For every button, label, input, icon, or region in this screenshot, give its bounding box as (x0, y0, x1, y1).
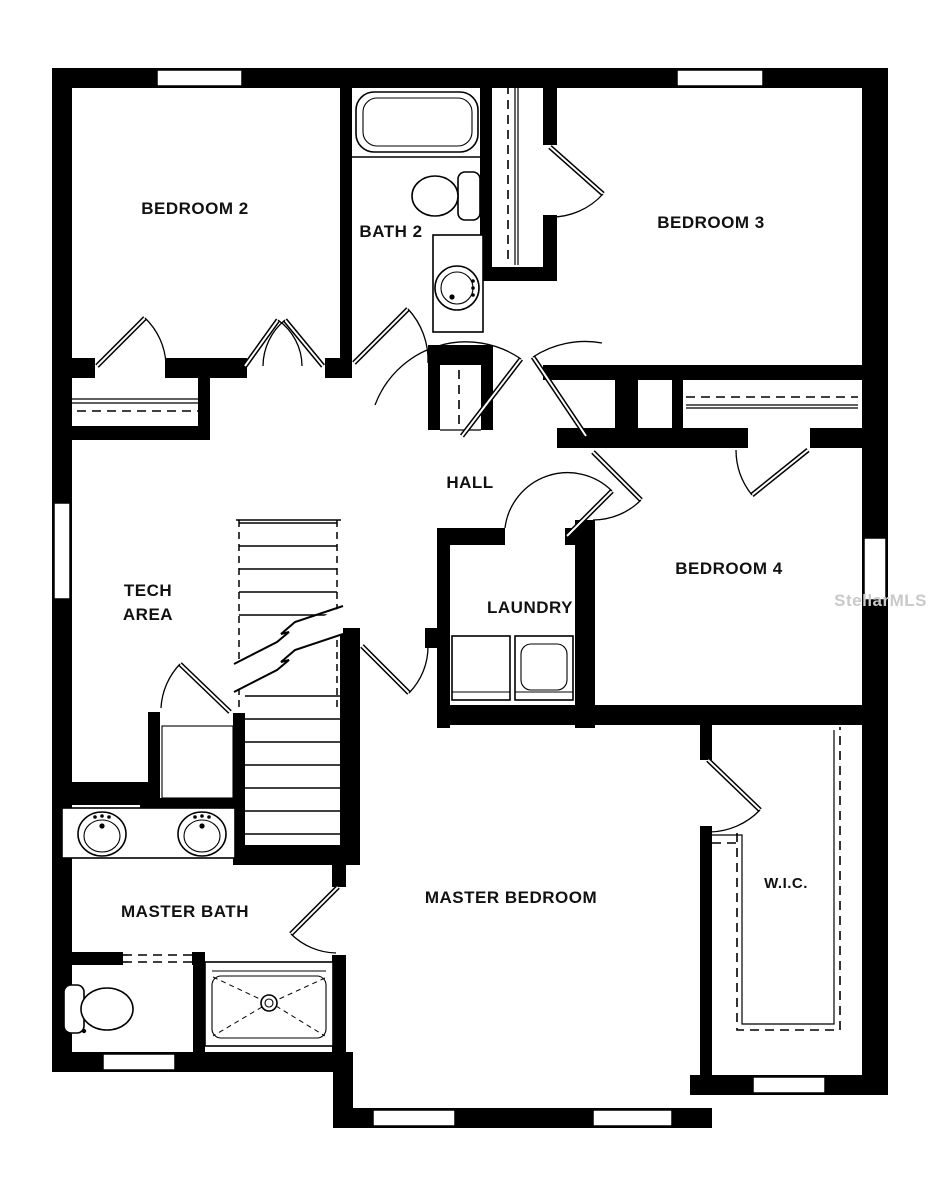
window (54, 503, 70, 599)
door-swing (550, 147, 603, 217)
window (593, 1110, 672, 1126)
door-swing (505, 473, 612, 536)
room-label-laundry: LAUNDRY (487, 598, 573, 617)
room-label-wic: W.I.C. (764, 875, 808, 892)
toilet (64, 985, 133, 1033)
room-label-bedroom-2: BEDROOM 2 (141, 199, 249, 218)
room-label-tech-area: AREA (122, 605, 174, 624)
window (373, 1110, 455, 1126)
window (157, 70, 242, 86)
room-label-bath-2: BATH 2 (359, 222, 423, 241)
dryer (515, 636, 573, 700)
pocket-opening (123, 952, 192, 965)
bathtub (352, 92, 480, 157)
door-swing (291, 887, 338, 953)
door-swing (97, 318, 166, 366)
window (677, 70, 763, 86)
vanity-sink (433, 235, 483, 332)
walk-in-shower (205, 962, 333, 1046)
room-label-tech-area: TECH (123, 581, 173, 600)
door-swing (736, 450, 808, 495)
watermark: StellarMLS (834, 591, 927, 610)
door-swing (362, 646, 428, 693)
window (103, 1054, 175, 1070)
room-label-master-bath: MASTER BATH (121, 902, 249, 921)
staircase (234, 520, 343, 834)
door-swing (708, 760, 760, 832)
toilet (412, 172, 480, 220)
room-label-hall: HALL (446, 473, 494, 492)
window (753, 1077, 825, 1093)
tech-closet-shelf (162, 726, 233, 798)
door-swing (533, 341, 602, 436)
double-sink-vanity (62, 808, 235, 858)
stair-break-mask (234, 606, 343, 692)
washer (452, 636, 510, 700)
room-label-bedroom-4: BEDROOM 4 (675, 559, 783, 578)
room-label-bedroom-3: BEDROOM 3 (657, 213, 765, 232)
room-label-master-bedroom: MASTER BEDROOM (424, 888, 598, 907)
door-swing (161, 664, 230, 712)
door-swing (593, 452, 641, 520)
